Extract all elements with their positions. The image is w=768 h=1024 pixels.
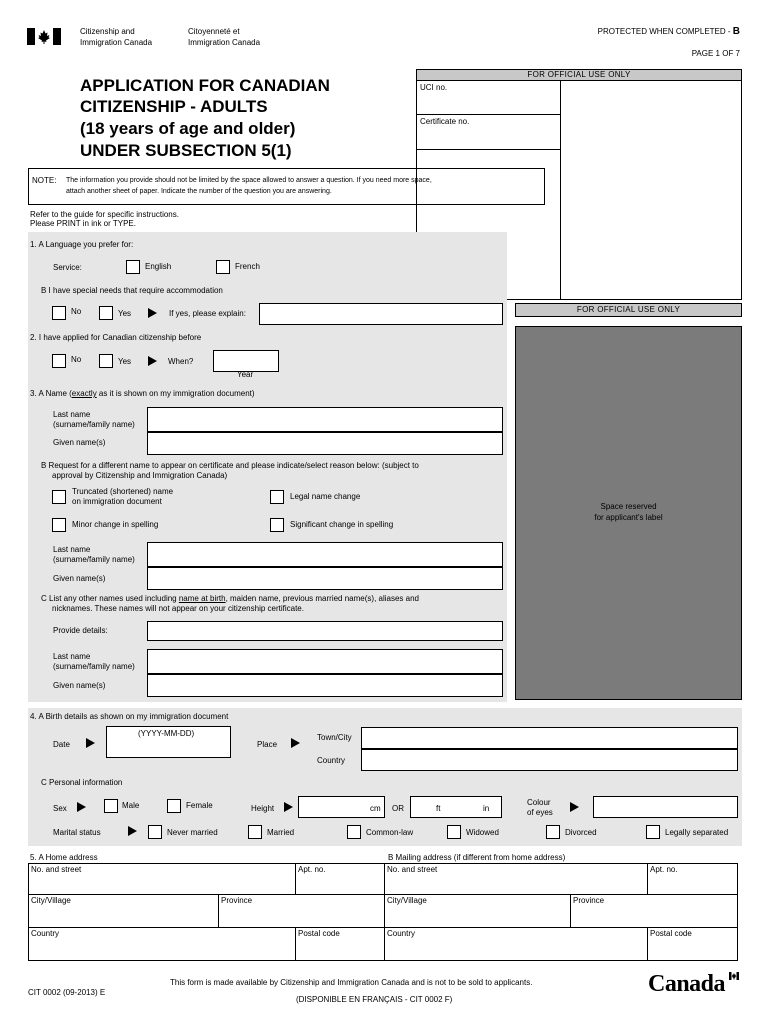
given-name-label-1: Given name(s) (53, 438, 106, 447)
form-title-line3: (18 years of age and older) (80, 119, 296, 138)
home-country-label: Country (31, 929, 60, 938)
year-label: Year (237, 370, 254, 379)
last-name-label-2: Last name (53, 545, 91, 554)
protected-text: PROTECTED WHEN COMPLETED - (597, 27, 733, 36)
q3c-line1 (41, 594, 419, 604)
form-title-line2: CITIZENSHIP - ADULTS (80, 97, 268, 116)
english-label: English (145, 262, 172, 271)
home-province-input[interactable] (218, 894, 385, 928)
mail-country-input[interactable] (384, 927, 648, 961)
male-checkbox[interactable] (104, 799, 118, 813)
home-country-input[interactable] (28, 927, 296, 961)
provide-details-label: Provide details: (53, 626, 108, 635)
truncated-label-1: Truncated (shortened) name (72, 487, 174, 496)
married-checkbox[interactable] (248, 825, 262, 839)
eye-colour-label-1: Colour (527, 798, 551, 807)
q5a-label: 5. A Home address (30, 853, 98, 862)
special-needs-no-checkbox[interactable] (52, 306, 66, 320)
given-name-label-2: Given name(s) (53, 574, 106, 583)
last-name-input[interactable] (147, 407, 503, 432)
mail-postal-input[interactable] (647, 927, 738, 961)
home-apt-input[interactable] (295, 863, 385, 895)
canada-flag-icon (27, 28, 61, 45)
q4c-label: C Personal information (41, 778, 123, 787)
q3a-label (30, 389, 255, 399)
uci-label: UCI no. (420, 83, 448, 92)
home-street-input[interactable] (28, 863, 296, 895)
footer-french: (DISPONIBLE EN FRANÇAIS - CIT 0002 F) (296, 995, 453, 1004)
widowed-label: Widowed (466, 828, 499, 837)
special-needs-yes-label: Yes (118, 309, 132, 318)
q3c-line1-birth: name at birth (178, 594, 226, 603)
canada-wordmark (648, 970, 744, 1000)
mail-province-label: Province (573, 896, 605, 905)
or-label: OR (392, 804, 404, 813)
cm-label: cm (370, 804, 381, 813)
applied-before-yes-checkbox[interactable] (99, 354, 113, 368)
height-label: Height (251, 804, 275, 813)
minor-change-label: Minor change in spelling (72, 520, 159, 529)
mail-street-label: No. and street (387, 865, 438, 874)
note-line2: attach another sheet of paper. Indicate the number of the question you are answering. (66, 188, 332, 195)
minor-change-checkbox[interactable] (52, 518, 66, 532)
q5b-label: B Mailing address (if different from home address) (388, 853, 566, 862)
french-checkbox[interactable] (216, 260, 230, 274)
q1b-label: B I have special needs that require accommodation (41, 286, 223, 295)
arrow-icon (284, 802, 293, 812)
requested-last-name-input[interactable] (147, 542, 503, 567)
wordmark-flag-icon (729, 972, 739, 980)
common-law-checkbox[interactable] (347, 825, 361, 839)
place-label: Place (257, 740, 278, 749)
home-postal-label: Postal code (298, 929, 340, 938)
home-province-label: Province (221, 896, 253, 905)
q3c-line2: nicknames. These names will not appear on your citizenship certificate. (52, 604, 304, 613)
q3a-label-exactly: exactly (71, 389, 97, 398)
q3a-label-pre: 3. A Name ( (30, 389, 72, 398)
country-label: Country (317, 756, 346, 765)
divorced-checkbox[interactable] (546, 825, 560, 839)
never-married-label: Never married (167, 828, 218, 837)
form-title-line4: UNDER SUBSECTION 5(1) (80, 141, 292, 160)
note-label: NOTE: (32, 176, 57, 185)
female-checkbox[interactable] (167, 799, 181, 813)
in-label: in (483, 804, 490, 813)
last-name-label-1: Last name (53, 410, 91, 419)
q3b-line1: B Request for a different name to appear on certificate and please indicate/select reason below: (subject to (41, 461, 419, 470)
english-checkbox[interactable] (126, 260, 140, 274)
last-name-label-3b: (surname/family name) (53, 662, 135, 671)
arrow-icon (148, 308, 157, 318)
refer-line1: Refer to the guide for specific instructions. (30, 210, 179, 219)
explain-label: If yes, please explain: (169, 309, 246, 318)
date-label: Date (53, 740, 70, 749)
significant-change-checkbox[interactable] (270, 518, 284, 532)
mail-street-input[interactable] (384, 863, 648, 895)
marital-status-label: Marital status (53, 828, 101, 837)
dept-fr-line1: Citoyenneté et (188, 27, 240, 36)
arrow-icon (148, 356, 157, 366)
applied-before-yes-label: Yes (118, 357, 132, 366)
female-label: Female (186, 801, 213, 810)
common-law-label: Common-law (366, 828, 414, 837)
when-label: When? (168, 357, 194, 366)
dept-en-line2: Immigration Canada (80, 38, 153, 47)
arrow-icon (77, 802, 86, 812)
other-names-details-input[interactable] (147, 621, 503, 641)
home-street-label: No. and street (31, 865, 82, 874)
official-use-header: FOR OFFICIAL USE ONLY (416, 69, 742, 81)
legally-separated-checkbox[interactable] (646, 825, 660, 839)
birth-country-input[interactable] (361, 749, 738, 771)
mail-country-label: Country (387, 929, 416, 938)
protected-level: B (732, 26, 740, 37)
significant-change-label: Significant change in spelling (290, 520, 394, 529)
married-label: Married (267, 828, 295, 837)
home-city-label: City/Village (31, 896, 71, 905)
given-name-input[interactable] (147, 432, 503, 455)
mail-province-input[interactable] (570, 894, 738, 928)
other-given-name-input[interactable] (147, 674, 503, 697)
q3c-line1-post: , maiden name, previous married name(s), aliases and (225, 594, 419, 603)
requested-given-name-input[interactable] (147, 567, 503, 590)
arrow-icon (291, 738, 300, 748)
certificate-label: Certificate no. (420, 117, 470, 126)
q3c-line1-pre: C List any other names used including (41, 594, 179, 603)
home-apt-label: Apt. no. (298, 865, 326, 874)
last-name-label-1b: (surname/family name) (53, 420, 135, 429)
protected-label (598, 27, 740, 37)
birth-town-input[interactable] (361, 727, 738, 749)
truncated-name-checkbox[interactable] (52, 490, 66, 504)
refer-line2: Please PRINT in ink or TYPE. (30, 219, 136, 228)
form-number: CIT 0002 (09-2013) E (28, 988, 106, 997)
last-name-label-3: Last name (53, 652, 91, 661)
note-line1: The information you provide should not be limited by the space allowed to answer a question. If you need more space, (66, 177, 432, 184)
legally-separated-label: Legally separated (665, 828, 729, 837)
applied-year-input[interactable] (213, 350, 279, 372)
mail-city-input[interactable] (384, 894, 571, 928)
mail-postal-label: Postal code (650, 929, 692, 938)
arrow-icon (570, 802, 579, 812)
arrow-icon (86, 738, 95, 748)
last-name-label-2b: (surname/family name) (53, 555, 135, 564)
mail-apt-label: Apt. no. (650, 865, 678, 874)
town-label: Town/City (317, 733, 352, 742)
q4a-label: 4. A Birth details as shown on my immigration document (30, 712, 229, 721)
divorced-label: Divorced (565, 828, 597, 837)
form-title-line1: APPLICATION FOR CANADIAN (80, 76, 330, 95)
q3b-line2: approval by Citizenship and Immigration Canada) (52, 471, 228, 480)
eye-colour-label-2: of eyes (527, 808, 553, 817)
q2-label: 2. I have applied for Canadian citizenship before (30, 333, 202, 342)
home-city-input[interactable] (28, 894, 219, 928)
q1a-label: 1. A Language you prefer for: (30, 240, 134, 249)
dept-fr-line2: Immigration Canada (188, 38, 261, 47)
given-name-label-3: Given name(s) (53, 681, 106, 690)
official-use-header-2: FOR OFFICIAL USE ONLY (515, 303, 742, 317)
french-label: French (235, 262, 260, 271)
canada-wordmark-text: Canada (648, 971, 726, 997)
eye-colour-input[interactable] (593, 796, 738, 818)
footer-notice: This form is made available by Citizenship and Immigration Canada and is not to be sold to applicants. (170, 978, 533, 987)
page-number: PAGE 1 OF 7 (691, 49, 740, 58)
widowed-checkbox[interactable] (447, 825, 461, 839)
service-label: Service: (53, 263, 82, 272)
applied-before-no-checkbox[interactable] (52, 354, 66, 368)
never-married-checkbox[interactable] (148, 825, 162, 839)
male-label: Male (122, 801, 140, 810)
mail-city-label: City/Village (387, 896, 427, 905)
q3a-label-post: as it is shown on my immigration document) (96, 389, 255, 398)
special-needs-no-label: No (71, 307, 82, 316)
legal-name-change-label: Legal name change (290, 492, 361, 501)
legal-name-change-checkbox[interactable] (270, 490, 284, 504)
date-format-label: (YYYY-MM-DD) (138, 729, 195, 738)
special-needs-yes-checkbox[interactable] (99, 306, 113, 320)
explain-input[interactable] (259, 303, 503, 325)
home-postal-input[interactable] (295, 927, 385, 961)
ft-label: ft (436, 804, 441, 813)
other-last-name-input[interactable] (147, 649, 503, 674)
arrow-icon (128, 826, 137, 836)
label-area-text-1: Space reserved (600, 502, 657, 511)
label-area-text-2: for applicant's label (594, 513, 663, 522)
dept-en-line1: Citizenship and (80, 27, 135, 36)
applied-before-no-label: No (71, 355, 82, 364)
sex-label: Sex (53, 804, 67, 813)
truncated-label-2: on immigration document (72, 497, 162, 506)
mail-apt-input[interactable] (647, 863, 738, 895)
